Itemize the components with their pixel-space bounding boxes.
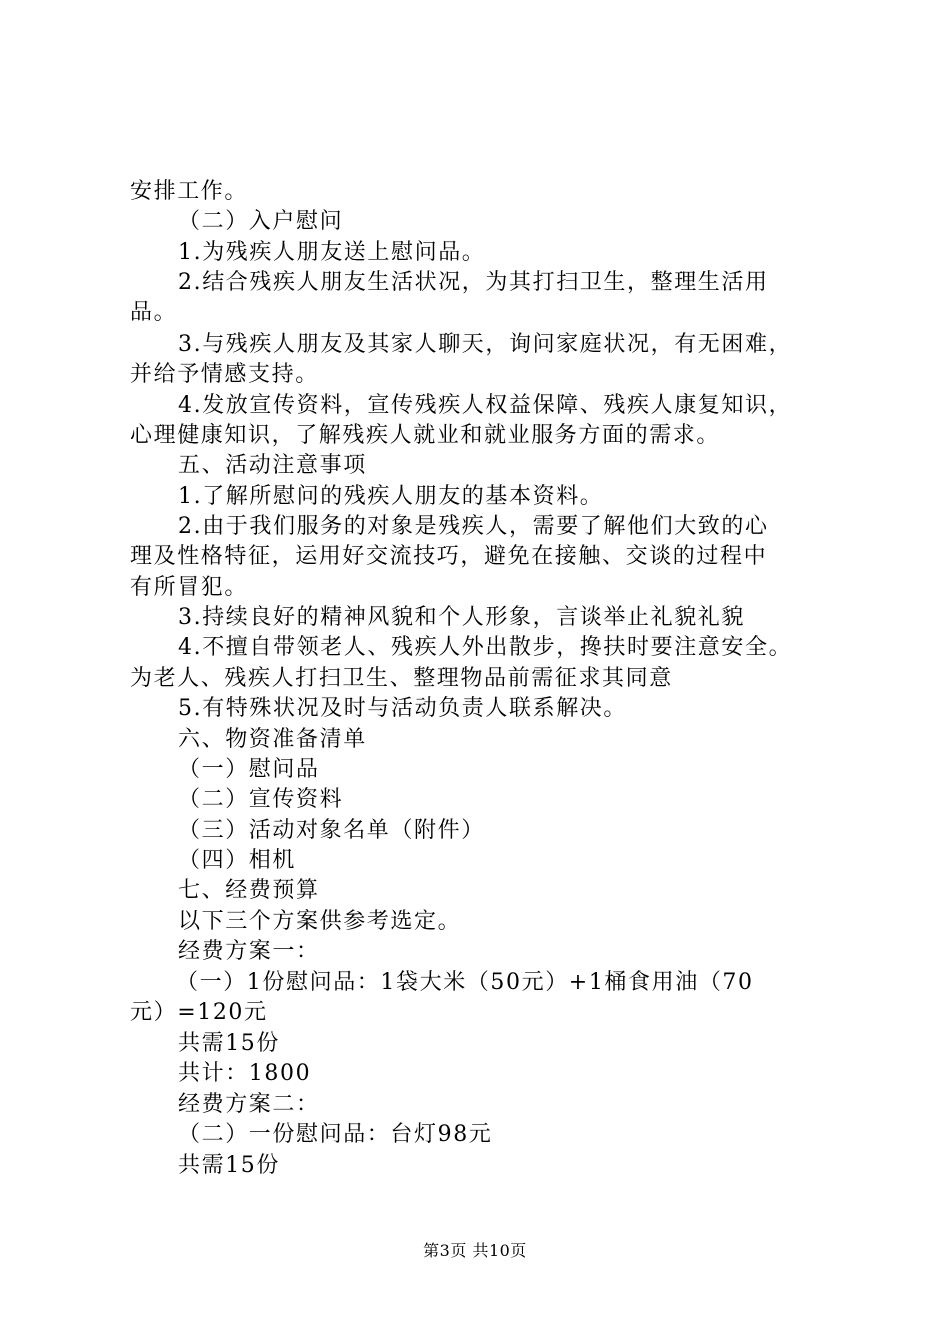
list-item: （一）慰问品 bbox=[178, 757, 320, 782]
list-item-continuation: 并给予情感支持。 bbox=[130, 362, 319, 387]
list-item: （三）活动对象名单（附件） bbox=[178, 818, 485, 843]
body-text-line: 以下三个方案供参考选定。 bbox=[178, 909, 462, 934]
list-item: 1.为残疾人朋友送上慰问品。 bbox=[178, 240, 486, 265]
budget-line: （一）1份慰问品：1袋大米（50元）+1桶食用油（70 bbox=[176, 970, 754, 995]
section-heading: 六、物资准备清单 bbox=[178, 727, 367, 752]
list-item: （四）相机 bbox=[178, 848, 297, 873]
list-item: 2.结合残疾人朋友生活状况，为其打扫卫生，整理生活用 bbox=[178, 270, 769, 295]
list-item: 5.有特殊状况及时与活动负责人联系解决。 bbox=[178, 696, 627, 721]
list-item: 1.了解所慰问的残疾人朋友的基本资料。 bbox=[178, 484, 604, 509]
section-heading: 五、活动注意事项 bbox=[178, 453, 367, 478]
budget-total: 共计：1800 bbox=[178, 1061, 312, 1086]
budget-line: 共需15份 bbox=[178, 1031, 280, 1056]
list-item: （二）宣传资料 bbox=[178, 787, 344, 812]
list-item-continuation: 理及性格特征，运用好交流技巧，避免在接触、交谈的过程中 bbox=[130, 544, 768, 569]
page-number-footer: 第3页 共10页 bbox=[423, 1241, 527, 1260]
list-item-continuation: 有所冒犯。 bbox=[130, 575, 249, 600]
plan-heading: 经费方案二： bbox=[178, 1092, 320, 1117]
list-item: 4.发放宣传资料，宣传残疾人权益保障、残疾人康复知识， bbox=[178, 393, 793, 418]
section-subheading: （二）入户慰问 bbox=[178, 209, 344, 234]
budget-line-continuation: 元）=120元 bbox=[130, 1000, 268, 1025]
list-item-continuation: 心理健康知识，了解残疾人就业和就业服务方面的需求。 bbox=[130, 423, 721, 448]
list-item: 3.与残疾人朋友及其家人聊天，询问家庭状况，有无困难， bbox=[178, 332, 793, 357]
list-item: 4.不擅自带领老人、残疾人外出散步，搀扶时要注意安全。 bbox=[178, 635, 793, 660]
section-heading: 七、经费预算 bbox=[178, 878, 320, 903]
list-item-continuation: 品。 bbox=[130, 300, 178, 325]
list-item: 2.由于我们服务的对象是残疾人，需要了解他们大致的心 bbox=[178, 514, 769, 539]
budget-line: （二）一份慰问品：台灯98元 bbox=[178, 1122, 493, 1147]
body-text-line: 安排工作。 bbox=[130, 179, 249, 204]
list-item-continuation: 为老人、残疾人打扫卫生、整理物品前需征求其同意 bbox=[130, 666, 673, 691]
plan-heading: 经费方案一： bbox=[178, 939, 320, 964]
list-item: 3.持续良好的精神风貌和个人形象，言谈举止礼貌礼貌 bbox=[178, 605, 745, 630]
budget-line: 共需15份 bbox=[178, 1153, 280, 1178]
